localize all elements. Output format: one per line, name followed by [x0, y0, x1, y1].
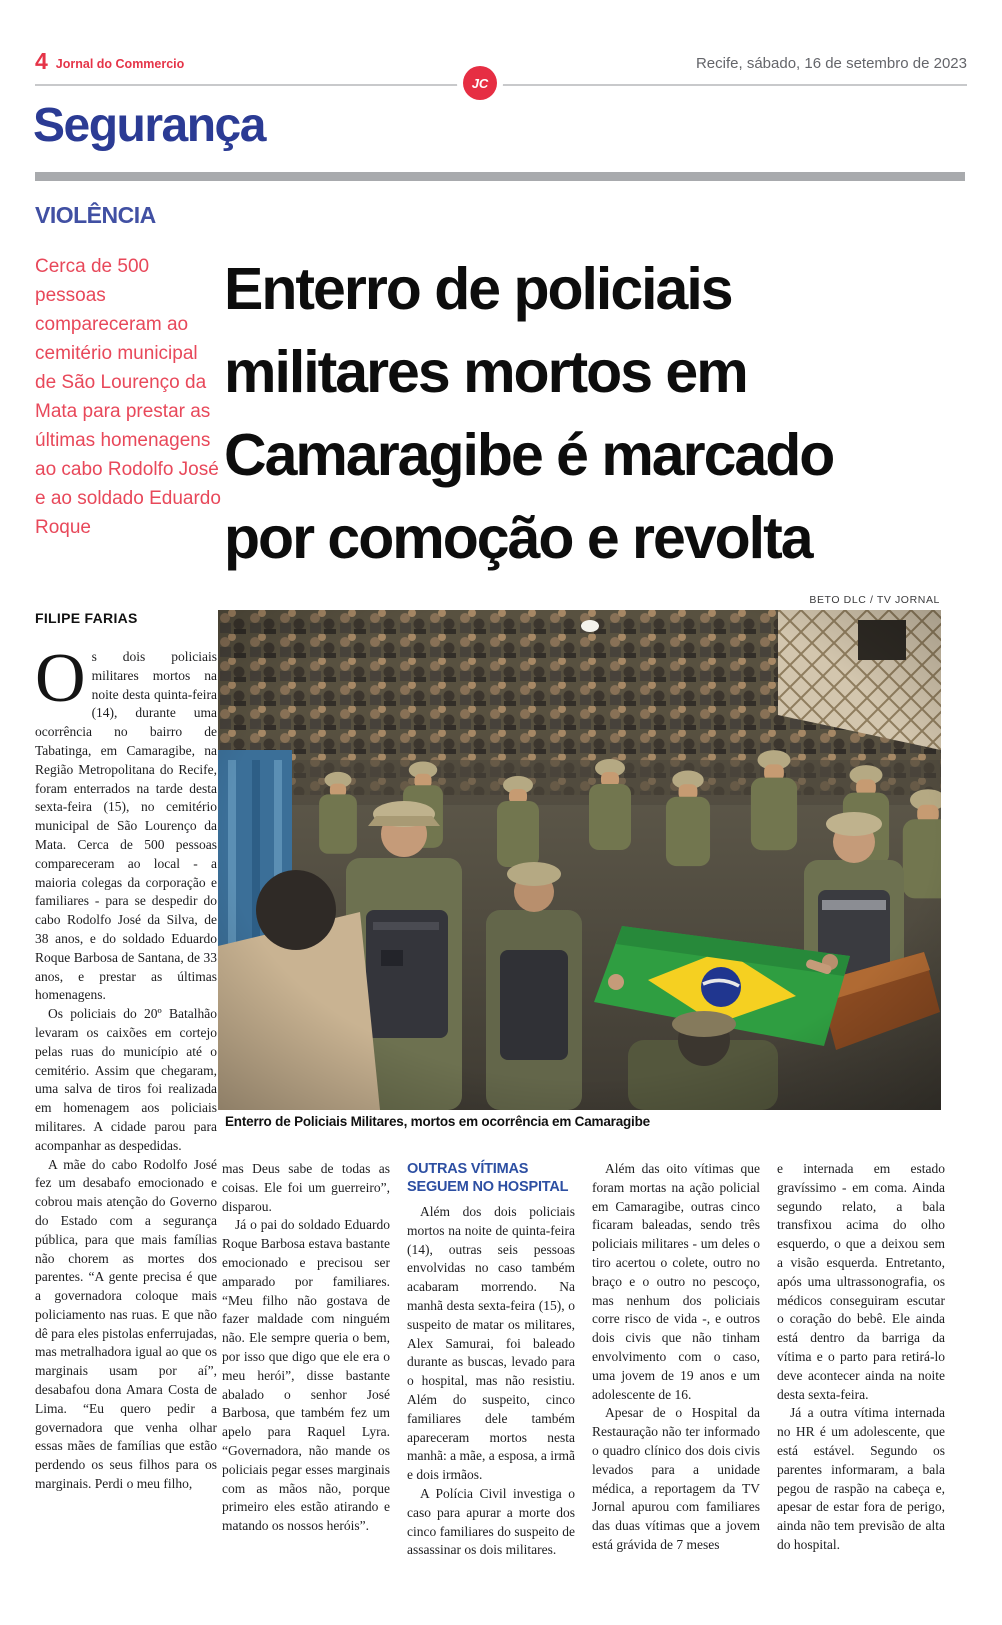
paragraph: A mãe do cabo Rodolfo José fez um desabafo emocionado e cobrou mais atenção do Governo do Estado com a segurança pública, para que mais famílias não chorem as mortes dos parentes. “A gente precisa é que a governadora coloque mais policiamento nas ruas. E que não dê para eles pistolas enferrujadas, mas metralhadora igual ao que os marginais usam por aí”, desabafou dona Amara Costa de Lima. “Eu quero pedir a governadora que venha olhar essas mães de famílias que estão perdendo os seus filhos para os marginais. Perdi o meu filho, [35, 1156, 217, 1492]
article-column-4 [592, 1160, 760, 1560]
article-headline [224, 248, 944, 580]
paragraph: mas Deus sabe de todas as coisas. Ele foi um guerreiro”, disparou. [222, 1161, 390, 1214]
section-subhead: OUTRAS VÍTIMAS SEGUEM NO HOSPITAL [407, 1161, 569, 1195]
bottom-columns [222, 1160, 945, 1560]
jc-logo-icon: JC [463, 66, 497, 100]
byline: FILIPE FARIAS [35, 610, 138, 626]
edition-date: Recife, sábado, 16 de setembro de 2023 [695, 55, 967, 72]
paragraph: Os policiais do 20º Batalhão levaram os caixões em cortejo pelas ruas do município até o cemitério. Assim que chegaram, uma salva de tiros foi realizada em homenagem aos policiais militares. A cidade parou para acompanhar as despedidas. [35, 1006, 217, 1153]
paragraph: Já a outra vítima internada no HR é um adolescente, que está estável. Segundo os parentes informaram, a bala pegou de raspão na cabeça e, apesar de estar fora de perigo, ainda não tem previsão de alta do hospital. [777, 1405, 945, 1552]
photo-caption: Enterro de Policiais Militares, mortos em ocorrência em Camaragibe [225, 1114, 650, 1129]
article-column-3 [407, 1160, 575, 1560]
article-deck: Cerca de 500 pessoas compareceram ao cemitério municipal de São Lourenço da Mata para prestar as últimas homenagens ao cabo Rodolfo José e ao soldado Eduardo Roque [35, 256, 221, 538]
header-rule [35, 84, 967, 86]
column-1-text [35, 640, 217, 1494]
paragraph: Além dos dois policiais mortos na noite de quinta-feira (14), outras seis pessoas envolvidas no caso também acabaram morrendo. Na manhã desta sexta-feira (15), o suspeito de matar os militares, Alex Samurai, foi baleado durante as buscas, levado para o hospital, mas não resistiu. Além do suspeito, cinco familiares dele também apareceram mortos nesta manhã: a mãe, a esposa, a irmã e dois irmãos. [407, 1204, 575, 1483]
paragraph-text: s dois policiais militares mortos na noite desta quinta-feira (14), durante uma ocorrência no bairro de Tabatinga, em Camaragibe, na Região Metropolitana do Recife, foram enterrados na tarde desta sexta-feira (15), no cemitério municipal de São Lourenço da Mata. Cerca de 500 pessoas compareceram ao local - a maioria colegas da corporação e familiares - para se despedir do cabo Rodolfo José da Silva, de 38 anos, e do soldado Eduardo Roque Barbosa de Santana, de 33 anos, e prestar as últimas homenagens. [35, 649, 217, 1003]
masthead-title: Jornal do Commercio [55, 57, 185, 71]
article-column-5 [777, 1160, 945, 1560]
paragraph: Apesar de o Hospital da Restauração não ter informado o quadro clínico dos dois civis levados para a unidade médica, a reportagem da TV Jornal apurou com familiares das duas vítimas que a jovem está grávida de 7 meses [592, 1405, 760, 1552]
section-title: Segurança [33, 99, 265, 152]
page-header [35, 50, 967, 73]
headline-line: Enterro de policiais [224, 256, 732, 322]
article-column-1 [35, 610, 217, 1494]
article-photo [218, 610, 941, 1110]
page-number: 4 [35, 48, 48, 74]
paragraph [35, 640, 217, 1005]
paragraph: Já o pai do soldado Eduardo Roque Barbosa estava bastante emocionado e precisou ser amparado por familiares. “Meu filho não gostava de fazer maldade com ninguém não. Ele sempre queria o bem, por isso que digo que ele era o meu herói”, disse bastante abalado o senhor José Barbosa, que também fez um apelo para Raquel Lyra. “Governadora, não mande os policiais pegar esses marginais com as mãos não, porque primeiro eles estão atirando e matando os nossos heróis”. [222, 1217, 390, 1534]
photo-illustration [218, 610, 941, 1110]
headline-line: Camaragibe é marcado [224, 422, 834, 488]
photo-credit: BETO DLC / TV JORNAL [809, 594, 940, 606]
headline-line: militares mortos em [224, 339, 747, 405]
masthead-group [35, 50, 184, 73]
article-column-2 [222, 1160, 390, 1560]
section-divider-bar [35, 172, 965, 181]
paragraph: e internada em estado gravíssimo - em coma. Ainda segundo relato, a bala transfixou acima do olho esquerdo, o que a deixou sem a visão esquerda. Entretanto, após uma ultrassonografia, os médicos conseguiram escutar o coração do bebê. Ele ainda está dentro da barriga da vítima e o parto para retirá-lo deve acontecer ainda na noite desta sexta-feira. [777, 1161, 945, 1402]
drop-cap: O [35, 640, 86, 717]
paragraph: Além das oito vítimas que foram mortas na ação policial em Camaragibe, outras cinco ficaram baleadas, sendo três policiais militares - um deles o tiro acertou o colete, outro no braço e o outro no pescoço, mas nenhum dos policiais corre risco de vida -, e outros dois civis que não tinham envolvimento com o caso, uma jovem de 19 anos e um adolescente de 16. [592, 1161, 760, 1402]
article-kicker: VIOLÊNCIA [35, 202, 156, 228]
paragraph: A Polícia Civil investiga o caso para apurar a morte dos cinco familiares do suspeito de assassinar os dois militares. [407, 1485, 575, 1558]
headline-line: por comoção e revolta [224, 505, 812, 571]
